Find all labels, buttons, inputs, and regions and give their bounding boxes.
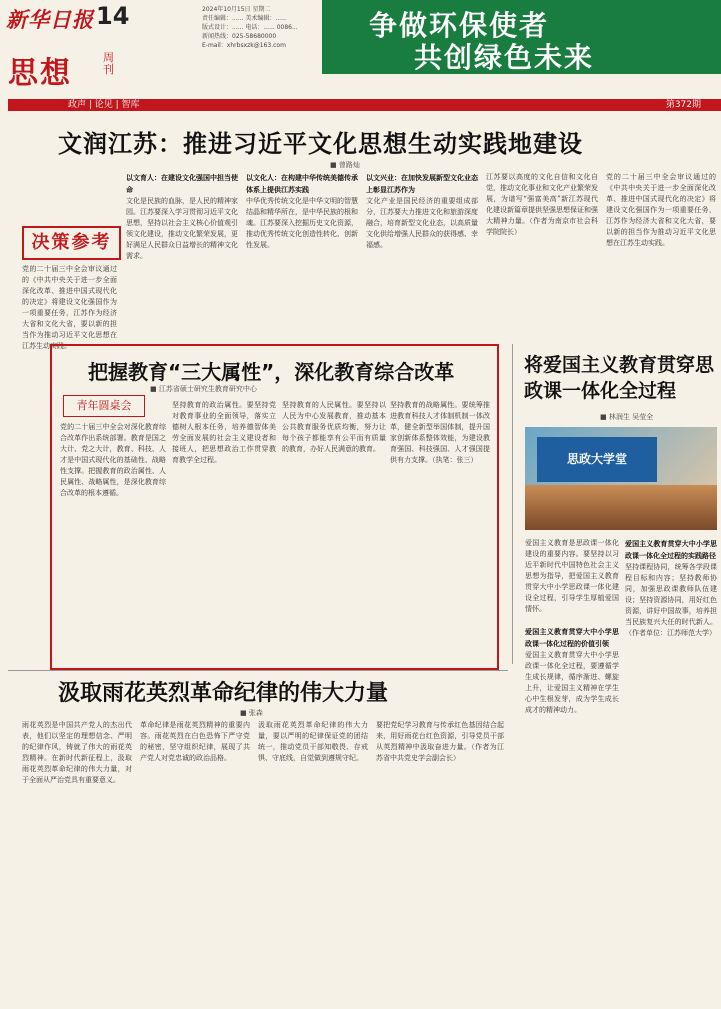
meta-line: 2024年10月15日 星期二 xyxy=(202,6,271,13)
banner-line-1: 争做环保使者 xyxy=(369,9,550,42)
subheading: 以文兴业：在加快发展新型文化业态上彰显江苏作为 xyxy=(366,173,478,194)
masthead xyxy=(0,0,721,91)
article3-col1 xyxy=(525,538,619,998)
article4-col4: 要把党纪学习教育与传承红色基因结合起来，用好雨花台红色资源，引导党员干部从英烈精神中汲取奋进力量。（作者为江苏省中共党史学会副会长） xyxy=(376,721,504,762)
subheading: 爱国主义教育贯穿大中小学思政课一体化过程的价值引领 xyxy=(525,627,619,648)
article3-col2 xyxy=(625,538,717,998)
article4-col1: 雨花英烈是中国共产党人的杰出代表，他们以坚定的理想信念、严明的纪律作风，铸就了伟大的雨花英烈精神。在新时代新征程上，汲取雨花英烈革命纪律的伟大力量，对于全面从严治党具有重要意义。 xyxy=(22,721,132,784)
article2-byline: ■ 江苏省硕士研究生教育研究中心 xyxy=(150,385,257,393)
article1-stamp: 决策参考 xyxy=(22,226,121,260)
banner-line-2: 共创绿色未来 xyxy=(414,41,595,74)
article2-col4: 坚持教育的战略属性。要统筹推进教育科技人才体制机制一体改革，健全新型举国体制，提升国家创新体系整体效能，为建设教育强国、科技强国、人才强国提供有力支撑。（执笔：张三） xyxy=(390,401,490,464)
article4-byline: ■ 张森 xyxy=(240,709,263,717)
article2-stamp: 青年圆桌会 xyxy=(63,395,145,417)
article1-col3 xyxy=(246,172,358,338)
article2-col2: 坚持教育的政治属性。要坚持党对教育事业的全面领导，落实立德树人根本任务，培养德智体美劳全面发展的社会主义建设者和接班人，把思想政治工作贯穿教育教学全过程。 xyxy=(172,401,276,464)
divider xyxy=(512,344,513,664)
paragraph: 爱国主义教育贯穿大中小学思政课一体化全过程，要遵循学生成长规律，循序渐进、螺旋上升，让爱国主义精神在学生心中生根发芽，成为学生成长成才的精神动力。 xyxy=(525,651,619,714)
section-tags: 政声 | 论见 | 智库 xyxy=(68,100,140,110)
article1-col6: 党的二十届三中全会审议通过的《中共中央关于进一步全面深化改革、推进中国式现代化的决定》将建设文化强国作为一项重要任务，江苏作为经济大省和文化大省，要以新的担当作为推动习近平文化思想在江苏生动实践。 xyxy=(606,173,716,247)
divider xyxy=(8,670,508,671)
meta-line: 新闻热线：025-58680000 xyxy=(202,33,277,40)
issue-number: 第372期 xyxy=(665,100,701,110)
article3-byline: ■ 林润生 吴莹全 xyxy=(600,413,654,421)
paragraph: 文化产业是国民经济的重要组成部分，江苏要大力推进文化和旅游深度融合，培育新型文化业态，以高质量文化供给增强人民群众的获得感、幸福感。 xyxy=(366,197,478,249)
section-title: 思想 xyxy=(8,56,72,91)
article2-col1: 党的二十届三中全会对深化教育综合改革作出系统部署。教育是国之大计、党之大计，教育、科技、人才是中国式现代化的基础性、战略性支撑。把握教育的政治属性、人民属性、战略属性，是深化教育综合改革的根本遵循。 xyxy=(60,423,166,497)
article1-col1: 党的二十届三中全会审议通过的《中共中央关于进一步全面深化改革、推进中国式现代化的决定》将建设文化强国作为一项重要任务，江苏作为经济大省和文化大省，要以新的担当作为推动习近平文化思想在江苏生动实践。 xyxy=(22,265,117,350)
subheading: 以文化人：在构建中华传统美德传承体系上提供江苏实践 xyxy=(246,173,358,194)
article1-byline: ■ 曾路灿 xyxy=(330,161,360,169)
photo-students xyxy=(525,485,717,530)
article2-headline: 把握教育“三大属性”，深化教育综合改革 xyxy=(88,360,455,384)
subheading: 爱国主义教育贯穿大中小学思政课一体化全过程的实践路径 xyxy=(625,539,717,560)
meta-line: 版式设计：...... 电话：...... 0086... xyxy=(202,24,298,31)
weekly-label: 周刊 xyxy=(103,51,114,76)
photo-screen-text: 思政大学堂 xyxy=(537,437,657,482)
article3-headline: 将爱国主义教育贯穿思政课一体化全过程 xyxy=(524,354,715,402)
newspaper-logo: 新华日报 xyxy=(6,8,94,32)
edition-info xyxy=(202,5,298,50)
article3-photo xyxy=(525,427,717,530)
article1-col4 xyxy=(366,172,478,338)
meta-line: 责任编辑：...... 美术编辑：...... xyxy=(202,15,287,22)
article1-col5: 江苏要以高度的文化自信和文化自觉，推动文化事业和文化产业繁荣发展，为谱写“强富美高”新江苏现代化建设新篇章提供坚强思想保证和强大精神力量。（作者为南京市社会科学院院长） xyxy=(486,173,598,236)
paragraph: 爱国主义教育是思政课一体化建设的重要内容。要坚持以习近平新时代中国特色社会主义思想为指导，把爱国主义教育贯穿大中小学思政课一体化建设全过程，引导学生厚植爱国情怀。 xyxy=(525,539,619,613)
article1-headline: 文润江苏：推进习近平文化思想生动实践地建设 xyxy=(58,130,583,158)
paragraph: 中华优秀传统文化是中华文明的智慧结晶和精华所在，是中华民族的根和魂。江苏要深入挖掘历史文化资源，推动优秀传统文化创造性转化、创新性发展。 xyxy=(246,197,358,249)
article2-col3: 坚持教育的人民属性。要坚持以人民为中心发展教育，推动基本公共教育服务优质均衡，努力让每个孩子都能享有公平而有质量的教育，办好人民满意的教育。 xyxy=(282,401,386,453)
article4-col2: 革命纪律是雨花英烈精神的重要内容。雨花英烈在白色恐怖下严守党的秘密，坚守组织纪律，展现了共产党人对党忠诚的政治品格。 xyxy=(140,721,250,762)
page-number: 14 xyxy=(96,2,130,30)
section-bar xyxy=(8,99,721,111)
article4-col3: 汲取雨花英烈革命纪律的伟大力量，要以严明的纪律保证党的团结统一，推动党员干部知敬畏、存戒惧、守底线，自觉做到遵规守纪。 xyxy=(258,721,368,762)
article1-col2 xyxy=(126,172,238,338)
article4-headline: 汲取雨花英烈革命纪律的伟大力量 xyxy=(58,681,389,706)
ad-banner xyxy=(322,0,721,74)
subheading: 以文育人：在建设文化强国中担当使命 xyxy=(126,173,238,194)
paragraph: 文化是民族的血脉，是人民的精神家园。江苏要深入学习贯彻习近平文化思想，坚持以社会主义核心价值观引领文化建设，推动文化繁荣发展，更好满足人民群众日益增长的精神文化需求。 xyxy=(126,197,238,260)
meta-line: E-mail：xhrbsxzk@163.com xyxy=(202,42,286,49)
paragraph: 坚持课程协同，统筹各学段课程目标和内容；坚持教师协同，加强思政课教师队伍建设；坚持资源协同，用好红色资源，讲好中国故事，培养担当民族复兴大任的时代新人。（作者单位：江苏师范大学） xyxy=(625,563,717,637)
